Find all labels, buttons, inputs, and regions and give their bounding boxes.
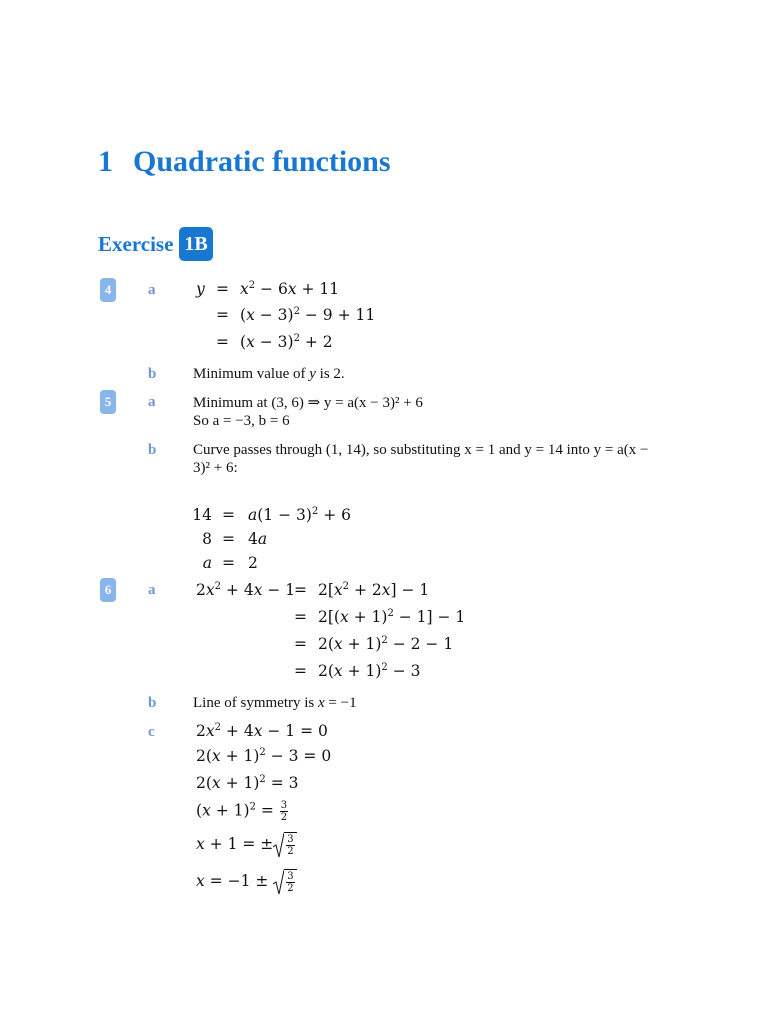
question-badge-4: 4 [100,278,116,302]
part-label-5b: b [148,442,157,458]
chapter-title-text: Quadratic functions [133,145,391,178]
exercise-badge: 1B [179,227,212,261]
question-badge-6: 6 [100,578,116,602]
answer-6b: Line of symmetry is x = −1 [193,695,357,711]
question-badge-5: 5 [100,390,116,414]
answer-4b: Minimum value of y is 2. [193,366,345,382]
chapter-number: 1 [98,145,113,178]
answer-5b-line1: Curve passes through (1, 14), so substituting x = 1 and y = 14 into y = a(x − [193,442,649,458]
part-label-6b: b [148,695,157,711]
part-label-4a: a [148,282,156,298]
part-label-6a: a [148,582,156,598]
part-label-5a: a [148,394,156,410]
answer-5a-line2: So a = −3, b = 6 [193,413,290,429]
chapter-title [98,145,391,179]
answer-5a-line1: Minimum at (3, 6) ⇒ y = a(x − 3)² + 6 [193,395,423,411]
answer-5b-line2: 3)² + 6: [193,460,238,476]
part-label-4b: b [148,366,157,382]
exercise-label: Exercise [98,231,174,256]
exercise-heading [98,226,213,262]
part-label-6c: c [148,724,155,740]
